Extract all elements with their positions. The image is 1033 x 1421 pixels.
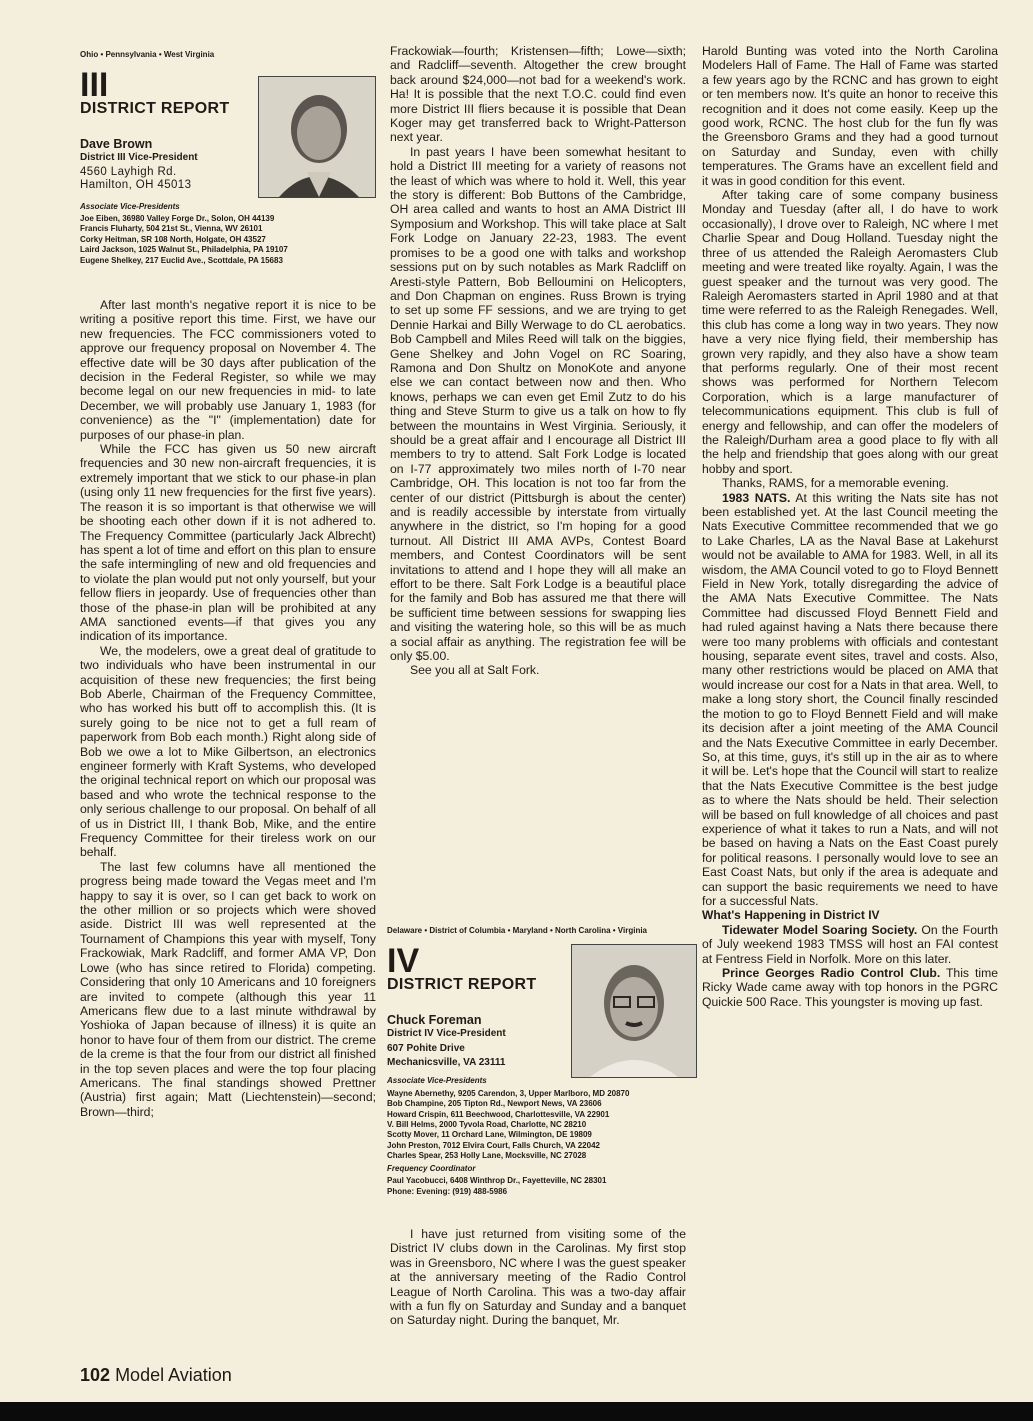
paragraph: After taking care of some company business Monday and Tuesday (after all, I do have to work occasionally), I drove over to Raleigh, NC where I met Charlie Spear and Doug Holland. Tuesday night the three of us attended the Raleigh Aeromasters Club meeting and were treated like royalty. Again, I was the guest speaker and the turnout was very good. The Raleigh Aeromasters started in April 1980 and at that time were referred to as the Raleigh Renegades. Well, this club has come a long way in two years. They now have a very nice flying field, their membership has grown very rapidly, and they also have a show team that performs regularly. One of their most recent shows was performed for Northern Telecom Corporation, which is a large manufacturer of telecommunications equipment. This club is full of energy and fellowship, and can offer the modelers of the Raleigh/Durham area a good place to fly with all the help and friendship that goes along with our great hobby and sport. [702, 188, 998, 476]
district-3-address-2: Hamilton, OH 45013 [80, 178, 192, 191]
scan-edge [0, 1402, 1033, 1421]
associate-line: Corky Heitman, SR 108 North, Holgate, OH 43527 [80, 234, 266, 244]
column-3 [702, 44, 998, 1009]
chuck-foreman-portrait [571, 944, 697, 1078]
district-4-associates-heading: Associate Vice-Presidents [387, 1076, 487, 1086]
paragraph: Thanks, RAMS, for a memorable evening. [722, 476, 949, 491]
page-number: 102 [80, 1365, 111, 1385]
dave-brown-portrait [258, 76, 376, 198]
tidewater-paragraph [702, 923, 998, 966]
tidewater-text: On the Fourth of July weekend 1983 TMSS will host an FAI contest at Fentress Field in Norfolk. More on this later. [702, 922, 998, 966]
district-3-associates-heading: Associate Vice-Presidents [80, 201, 180, 211]
paragraph: In past years I have been somewhat hesitant to hold a District III meeting for a variety of reasons not the least of which was where to hold it. Well, this year the story is different: Bob Buttons of the Cambridge, OH area called and wants to host an AMA District III Symposium and Workshop. This will take place at Salt Fork Lodge on January 22-23, 1983. The event promises to be a good one with talks and workshop sessions put on by such notables as Mark Radcliff on Aresti-style Pattern, Bob Belloumini on Helicopters, and Don Chapman on engines. Russ Brown is trying to set up some FF sessions, and we are trying to get Dennie Harkai and Billy Werwage to do CL aerobatics. Bob Campbell and Miles Reed will talk on the biggies, Gene Shelkey and John Vogel on RC Soaring, Ramona and Don Shultz on MonoKote and anyone else we can contact between now and then. Who knows, perhaps we can even get Emil Zutz to do his thing and Steve Sturm to give us a talk on how to fly between the mountains in West Virginia. Seriously, it should be a great affair and I encourage all District III members to try to attend. Salt Fork Lodge is located on I-77 approximately two miles north of I-70 near Cambridge, OH. This location is not too far from the center of our district (Pittsburgh is about the center) and is readily accessible by interstate from virtually anywhere in the district, so I'm hoping for a good turnout. All District III AMA AVPs, Contest Board members, and Contest Coordinators will be sent invitations to attend and I hope they will all make an effort to be there. Salt Fork Lodge is a beautiful place for the family and Bob has assured me that there will be sufficient time between sessions for swapping lies and visiting the watering hole, so this will be as much a social affair as anything. The registration fee will be only $5.00. [390, 144, 686, 664]
tidewater-lead: Tidewater Model Soaring Society. [722, 922, 918, 937]
page-footer [80, 1365, 232, 1386]
district-3-numeral: III [80, 66, 109, 105]
district-3-header [80, 48, 376, 298]
paragraph: The last few columns have all mentioned the progress being made toward the Vegas meet and I'm happy to say it is over, so I can get back to work on the other million or so projects which were shoved aside. District III was well represented at the Tournament of Champions this year with myself, Tony Frackowiak, Mark Radcliff, and former AMA VP, Don Lowe (who has since retired to Florida) competing. Considering that only 10 Americans and 10 foreigners are invited to compete (although this year 11 Americans flew due to a last minute withdrawal by Yoshioka of Japan because of illness) it is quite an honor to have four of them from our district. The creme de la creme is that the four from our district all finished in the top seven places and were the top four placing Americans. The final standings showed Prettner (Austria) first again; Matt (Liechtenstein)—second; Brown—third; [80, 859, 376, 1119]
district-3-address-1: 4560 Layhigh Rd. [80, 165, 177, 178]
associate-line: V. Bill Helms, 2000 Tyvola Road, Charlotte, NC 28210 [387, 1120, 587, 1130]
associate-line: Francis Fluharty, 504 21st St., Vienna, WV 26101 [80, 224, 263, 234]
associate-line: Howard Crispin, 611 Beechwood, Charlottesville, VA 22901 [387, 1109, 610, 1119]
associate-line: Eugene Shelkey, 217 Euclid Ave., Scottdale, PA 15683 [80, 255, 283, 265]
paragraph: We, the modelers, owe a great deal of gratitude to two individuals who have been instrumental in our acquisition of these new frequencies; the first being Bob Aberle, Chairman of the Frequency Committee, who has worked his butt off to accomplish this. (It is surely going to be nice not to get a full ream of paperwork from Bob each month.) Right along side of Bob we owe a lot to Mike Gilbertson, an electronics engineer formerly with Kraft Systems, who developed the original technical report on which our proposal was based and who wrote the technical response to the only serious challenge to our proposal. On behalf of all of us in District III, I thank Bob, Mike, and the entire Frequency Committee for their tireless work on our behalf. [80, 643, 376, 860]
paragraph: I have just returned from visiting some of the District IV clubs down in the Carolinas. My first stop was in Greensboro, NC where I was the guest speaker at the anniversary meeting of the Radio Control League of North Carolina. This was a two-day affair with a fun fly on Saturday and Sunday and a banquet on Saturday night. During the banquet, Mr. [390, 1227, 686, 1328]
district-4-title: DISTRICT REPORT [387, 976, 537, 994]
frequency-coordinator-phone: Phone: Evening: (919) 488-5986 [387, 1186, 508, 1196]
district-4-numeral: IV [387, 942, 420, 981]
column-1 [80, 48, 376, 1119]
paragraph: See you all at Salt Fork. [410, 663, 540, 678]
prince-georges-lead: Prince Georges Radio Control Club. [722, 966, 941, 980]
happening-heading: What's Happening in District IV [702, 908, 880, 923]
associate-line: Bob Champine, 205 Tipton Rd., Newport News, VA 23606 [387, 1099, 602, 1109]
district-4-vp-title: District IV Vice-President [387, 1028, 506, 1040]
paragraph: After last month's negative report it is nice to be writing a positive report this time. First, we have our new frequencies. The FCC commissioners voted to approve our frequency proposal on November 4. The effective date will be 30 days after publication of the decision in the Federal Register, so while we may become legal on our new frequencies in mid- to late December, we will probably use January 1, 1983 (for convenience) as the "I" (implementation) date for purposes of our phase-in plan. [80, 298, 376, 442]
paragraph: Harold Bunting was voted into the North Carolina Modelers Hall of Fame. The Hall of Fame was started a few years ago by the RCNC and has grown to eight or ten members now. It's quite an honor to receive this recognition and it does not come easily. Keep up the good work, RCNC. The host club for the fun fly was the Greensboro Grams and they had a good turnout on Saturday and Sunday, even with chilly temperatures. The Grams have an excellent field and it was in good condition for this event. [702, 44, 998, 188]
associate-line: Laird Jackson, 1025 Walnut St., Philadelphia, PA 19107 [80, 245, 288, 255]
associate-line: Charles Spear, 253 Holly Lane, Mocksville, NC 27028 [387, 1151, 587, 1161]
paragraph: While the FCC has given us 50 new aircraft frequencies and 30 new non-aircraft frequencies, it is extremely important that we stick to our phase-in plan (using only 11 new frequencies for the first five years). The reason it is so important is that otherwise we will be shooting each other down if it is not adhered to. The Frequency Committee (particularly Jack Albrecht) has spent a lot of time and effort on this plan to ensure the safe intermingling of new and old frequencies and to violate the plan would put not only yourself, but your fellow fliers in jeopardy. Use of frequencies other than those of the phase-in plan will be prohibited at any AMA sanctioned events—if that gives you any indication of its importance. [80, 442, 376, 644]
nats-lead: 1983 NATS. [722, 490, 791, 505]
district-3-vp-name: Dave Brown [80, 136, 153, 151]
nats-text: At this writing the Nats site has not been established yet. At the last Council meeting the Nats Executive Committee recommended that we go to Lake Charles, LA as the Naval Base at Lakehurst would not be available to AMA for 1983. Well, in all its wisdom, the AMA Council voted to go to Floyd Bennett Field in New York, totally disregarding the advice of the AMA Nats Executive Committee. The Nats Committee had discussed Floyd Bennett Field and had ruled against having a Nats there because there were too many problems with officials and contestant housing, separate event sites, travel and costs. Also, many other restrictions would be placed on AMA that would increase our cost for a Nats in that area. Well, to make a long story short, the Council finally rescinded the motion to go to Floyd Bennett Field and will make its decision after a joint meeting of the AMA Council and the Nats Executive Committee in early December. So, at this time, guys, it's still up in the air as to where it will be. Let's hope that the Council will start to realize that the Nats Executive Committee is the best judge as to where the Nats should be held. Their selection will be based on full knowledge of all choices and past experience of what it takes to run a Nats, and will not be based on having a Nats on the East Coast purely for political reasons. I personally would love to see an East Coast Nats, but only if the area is adequate and can support the basic requirements we need to have for a successful Nats. [702, 490, 998, 908]
prince-georges-paragraph [702, 966, 998, 1009]
nats-paragraph [702, 491, 998, 909]
column-2-lower [390, 1227, 686, 1328]
associate-line: Wayne Abernethy, 9205 Carendon, 3, Upper Marlboro, MD 20870 [387, 1088, 630, 1098]
district-4-vp-name: Chuck Foreman [387, 1012, 482, 1027]
district-3-states: Ohio • Pennsylvania • West Virginia [80, 50, 215, 59]
district-4-address-1: 607 Pohite Drive [387, 1042, 465, 1054]
associate-line: Scotty Mover, 11 Orchard Lane, Wilmington, DE 19809 [387, 1130, 592, 1140]
column-2 [390, 44, 686, 678]
district-4-states: Delaware • District of Columbia • Maryland • North Carolina • Virginia [387, 926, 647, 935]
frequency-coordinator-line: Paul Yacobucci, 6408 Winthrop Dr., Fayetteville, NC 28301 [387, 1176, 607, 1186]
district-4-address-2: Mechanicsville, VA 23111 [387, 1057, 506, 1069]
district-4-header [387, 924, 697, 1244]
prince-georges-text: This time Ricky Wade came away with top honors in the PGRC Quickie 500 Race. This youngster is moving up fast. [702, 966, 999, 1009]
magazine-name: Model Aviation [115, 1365, 232, 1385]
paragraph: Frackowiak—fourth; Kristensen—fifth; Lowe—sixth; and Radcliff—seventh. Altogether the crew brought back around $24,000—not bad for a weekend's work. Ha! It is possible that the next T.O.C. could find even more District III fliers because it is possible that Dean Koger may get transferred back to Wright-Patterson next year. [390, 44, 686, 145]
district-3-vp-title: District III Vice-President [80, 152, 198, 164]
district-3-title: DISTRICT REPORT [80, 100, 230, 118]
frequency-coordinator-heading: Frequency Coordinator [387, 1163, 476, 1173]
associate-line: John Preston, 7012 Elvira Court, Falls Church, VA 22042 [387, 1140, 600, 1150]
associate-line: Joe Eiben, 36980 Valley Forge Dr., Solon, OH 44139 [80, 214, 275, 224]
